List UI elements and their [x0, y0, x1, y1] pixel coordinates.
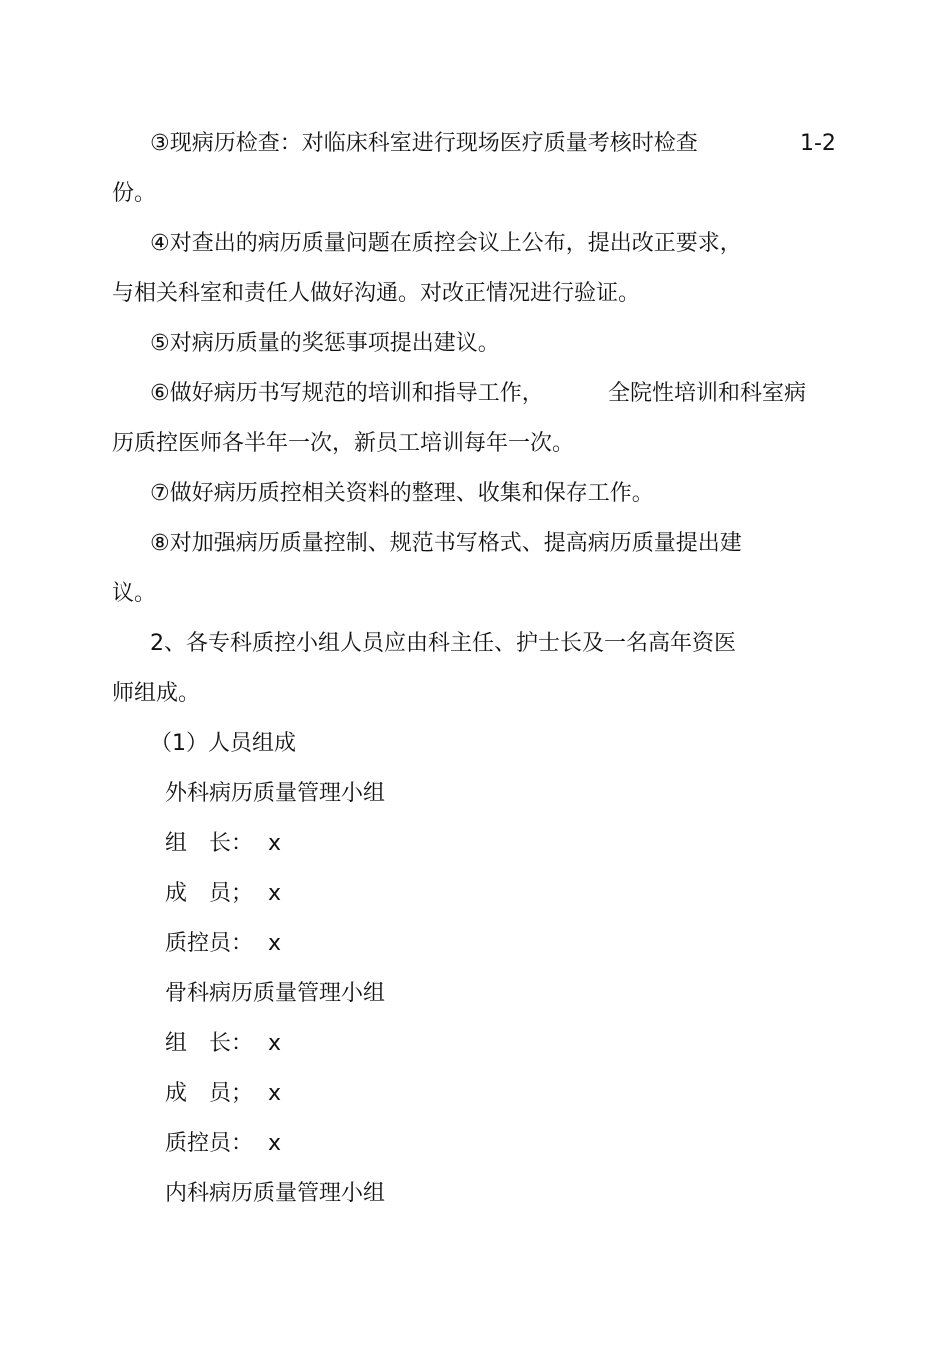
item-6-line-1a: ⑥做好病历书写规范的培训和指导工作， — [150, 381, 544, 406]
item-8-line-1: ⑧对加强病历质量控制、规范书写格式、提高病历质量提出建 — [150, 531, 742, 556]
item-6-line-1b: 全院性培训和科室病 — [608, 381, 807, 406]
item-3-line-1 — [150, 130, 698, 158]
item-6-line-2: 历质控医师各半年一次，新员工培训每年一次。 — [112, 431, 575, 456]
group-1-member-row — [165, 880, 281, 908]
item-4-line-1: ④对查出的病历质量问题在质控会议上公布，提出改正要求， — [150, 231, 742, 256]
group-2-member-value: x — [268, 1081, 282, 1106]
item-3-count-value: 1-2 — [800, 131, 836, 156]
item-5: ⑤对病历质量的奖惩事项提出建议。 — [150, 331, 500, 356]
group-2-member-row — [165, 1080, 281, 1108]
section-2-subheading: （1）人员组成 — [150, 731, 296, 756]
group-2-leader-label: 组 长： — [165, 1031, 254, 1056]
group-2-member-label: 成 员； — [165, 1081, 254, 1106]
group-1-leader-label: 组 长： — [165, 831, 254, 856]
item-8-line-2: 议。 — [112, 581, 157, 606]
group-1-qc-label: 质控员： — [165, 931, 254, 956]
group-1-member-label: 成 员； — [165, 881, 254, 906]
group-1-leader-value: x — [268, 831, 282, 856]
group-3-title: 内科病历质量管理小组 — [165, 1181, 386, 1206]
item-3-line-2: 份。 — [112, 181, 157, 206]
group-2-qc-label: 质控员： — [165, 1131, 254, 1156]
item-4-line-2: 与相关科室和责任人做好沟通。对改正情况进行验证。 — [112, 281, 641, 306]
group-2-qc-value: x — [268, 1131, 282, 1156]
section-2-line-2: 师组成。 — [112, 681, 201, 706]
group-1-qc-row — [165, 930, 281, 958]
item-7: ⑦做好病历质控相关资料的整理、收集和保存工作。 — [150, 481, 654, 506]
group-2-title: 骨科病历质量管理小组 — [165, 981, 386, 1006]
group-2-leader-value: x — [268, 1031, 282, 1056]
item-3-text: ③现病历检查：对临床科室进行现场医疗质量考核时检查 — [150, 131, 698, 156]
group-2-qc-row — [165, 1130, 281, 1158]
group-1-leader-row — [165, 830, 281, 858]
group-1-qc-value: x — [268, 931, 282, 956]
group-1-member-value: x — [268, 881, 282, 906]
group-2-leader-row — [165, 1030, 281, 1058]
group-1-title: 外科病历质量管理小组 — [165, 781, 386, 806]
section-2-line-1: 2、各专科质控小组人员应由科主任、护士长及一名高年资医 — [150, 631, 736, 656]
item-3-count — [800, 130, 836, 158]
